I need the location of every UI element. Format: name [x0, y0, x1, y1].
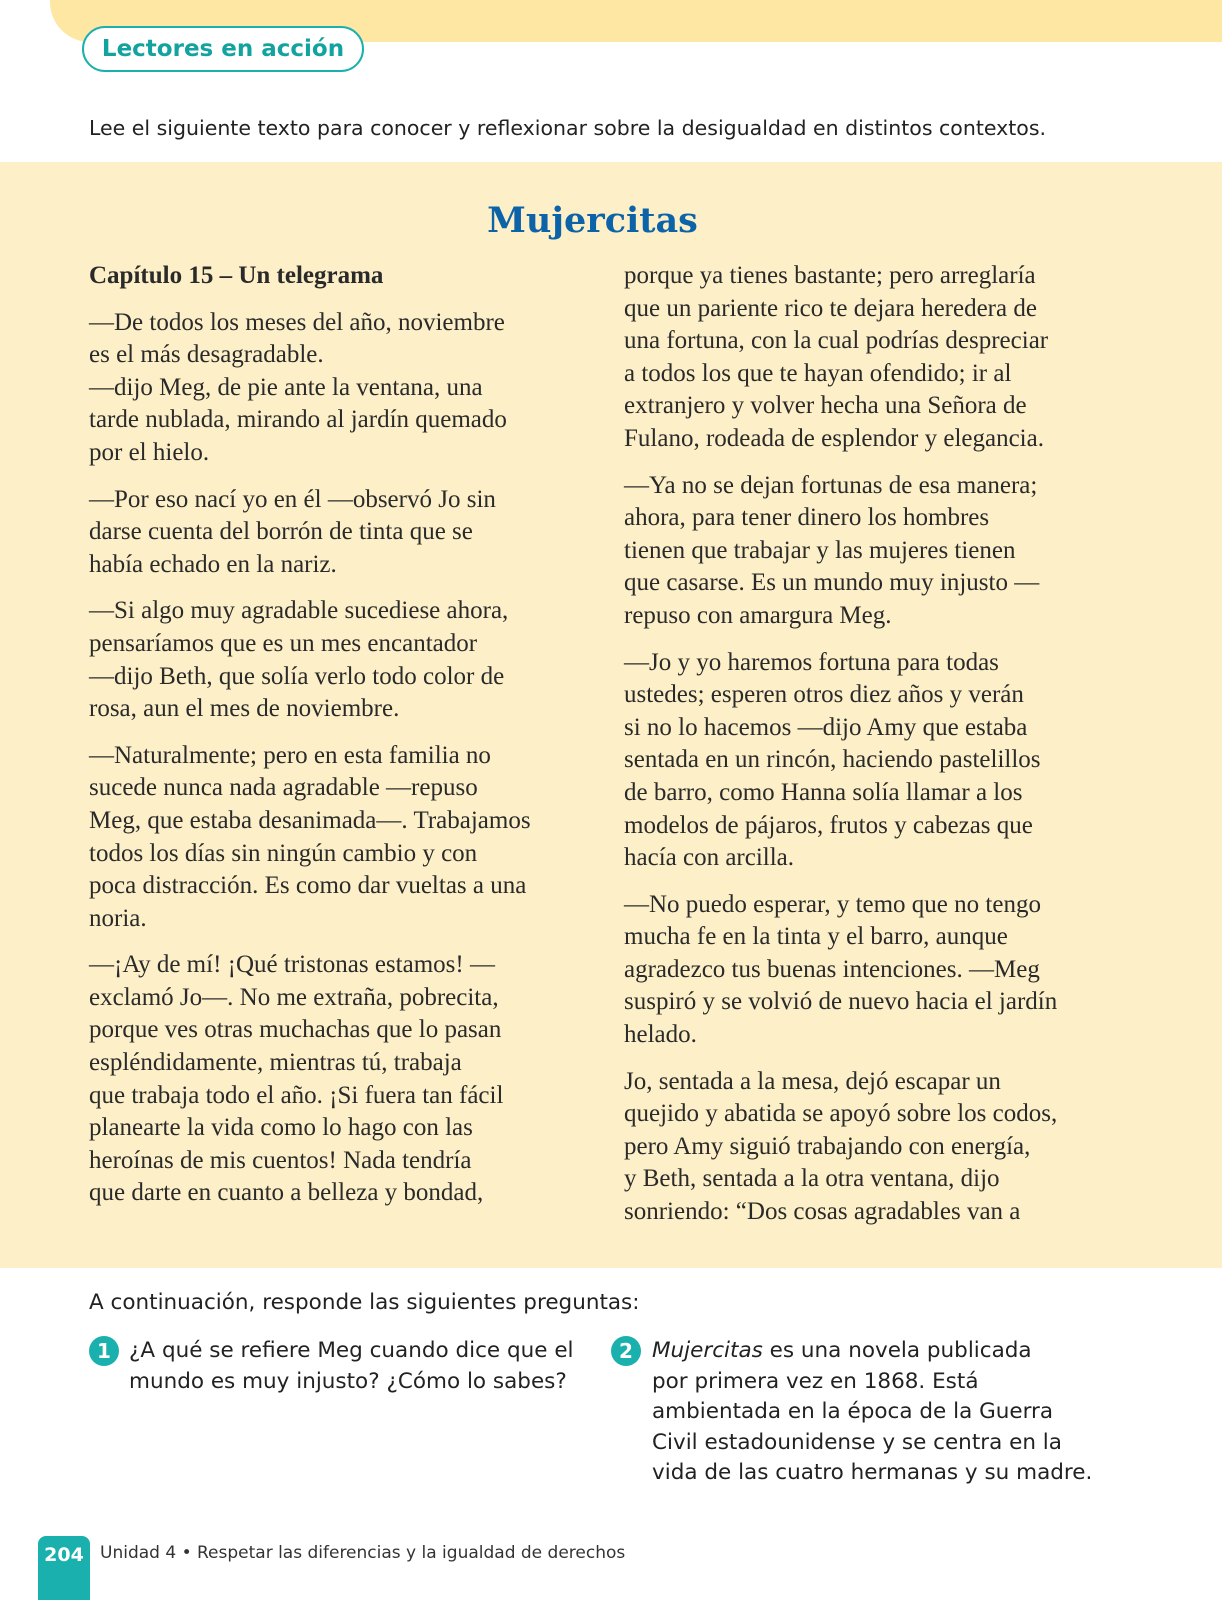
page-number-tab: 204: [38, 1536, 90, 1600]
question-2-text: [652, 1336, 1122, 1489]
paragraph: —Naturalmente; pero en esta familia no sucede nunca nada agradable —repuso Meg, que estaba desanimada—. Trabajamos todos los días sin ningún cambio y con poca distracción. Es como dar vueltas a una noria.: [89, 741, 531, 932]
chapter-heading: Capítulo 15 – Un telegrama: [89, 262, 384, 289]
reading-column-right: [624, 260, 1094, 1243]
paragraph: porque ya tienes bastante; pero arreglaría que un pariente rico te dejara heredera de una fortuna, con la cual podrías despreciar a todos los que te hayan ofendido; ir al extranjero y volver hecha una Señora de Fulano, rodeada de esplendor y elegancia.: [624, 262, 1049, 452]
question-1-text: ¿A qué se refiere Meg cuando dice que el mundo es muy injusto? ¿Cómo lo sabes?: [129, 1338, 574, 1394]
question-number-badge: 2: [611, 1336, 641, 1366]
paragraph: —Ya no se dejan fortunas de esa manera; ahora, para tener dinero los hombres tienen que trabajar y las mujeres tienen que casarse. Es un mundo muy injusto — repuso con amargura Meg.: [624, 471, 1040, 629]
question-2-body: es una novela publicada por primera vez en 1868. Está ambientada en la época de la Guerra Civil estadounidense y se centra en la vida de las cuatro hermanas y su madre.: [652, 1338, 1093, 1485]
footer-unit-text: Unidad 4 • Respetar las diferencias y la igualdad de derechos: [100, 1543, 626, 1563]
paragraph: —Jo y yo haremos fortuna para todas ustedes; esperen otros diez años y verán si no lo hacemos —dijo Amy que estaba sentada en un rincón, haciendo pastelillos de barro, como Hanna solía llamar a los modelos de pájaros, frutos y cabezas que hacía con arcilla.: [624, 648, 1041, 872]
questions-prompt: A continuación, responde las siguientes preguntas:: [89, 1290, 640, 1315]
paragraph: Jo, sentada a la mesa, dejó escapar un quejido y abatida se apoyó sobre los codos, pero Amy siguió trabajando con energía, y Beth, sentada a la otra ventana, dijo sonriendo: “Dos cosas agradables van a: [624, 1067, 1058, 1226]
reading-title: Mujercitas: [487, 200, 698, 241]
question-number-badge: 1: [89, 1336, 119, 1366]
paragraph: —¡Ay de mí! ¡Qué tristonas estamos! — exclamó Jo—. No me extraña, pobrecita, porque ves otras muchachas que lo pasan espléndidamente, mientras tú, trabaja que trabaja todo el año. ¡Si fuera tan fácil planearte la vida como lo hago con las heroínas de mis cuentos! Nada tendría que darte en cuanto a belleza y bondad,: [89, 951, 504, 1207]
paragraph: —De todos los meses del año, noviembre es el más desagradable. —dijo Meg, de pie ante la ventana, una tarde nublada, mirando al jardín quemado por el hielo.: [89, 308, 507, 466]
novel-title-italic: Mujercitas: [652, 1338, 763, 1363]
reading-column-left: [89, 260, 571, 1224]
paragraph: —Si algo muy agradable sucediese ahora, pensaríamos que es un mes encantador —dijo Beth, que solía verlo todo color de rosa, aun el mes de noviembre.: [89, 597, 509, 723]
reading-panel: [0, 162, 1222, 1268]
paragraph: —No puedo esperar, y temo que no tengo mucha fe en la tinta y el barro, aunque agradezco tus buenas intenciones. —Meg suspiró y se volvió de nuevo hacia el jardín helado.: [624, 890, 1058, 1049]
section-label-pill: Lectores en acción: [82, 26, 364, 72]
intro-instruction: Lee el siguiente texto para conocer y reflexionar sobre la desigualdad en distintos contextos.: [89, 116, 1047, 140]
paragraph: —Por eso nací yo en él —observó Jo sin darse cuenta del borrón de tinta que se había echado en la nariz.: [89, 485, 496, 578]
